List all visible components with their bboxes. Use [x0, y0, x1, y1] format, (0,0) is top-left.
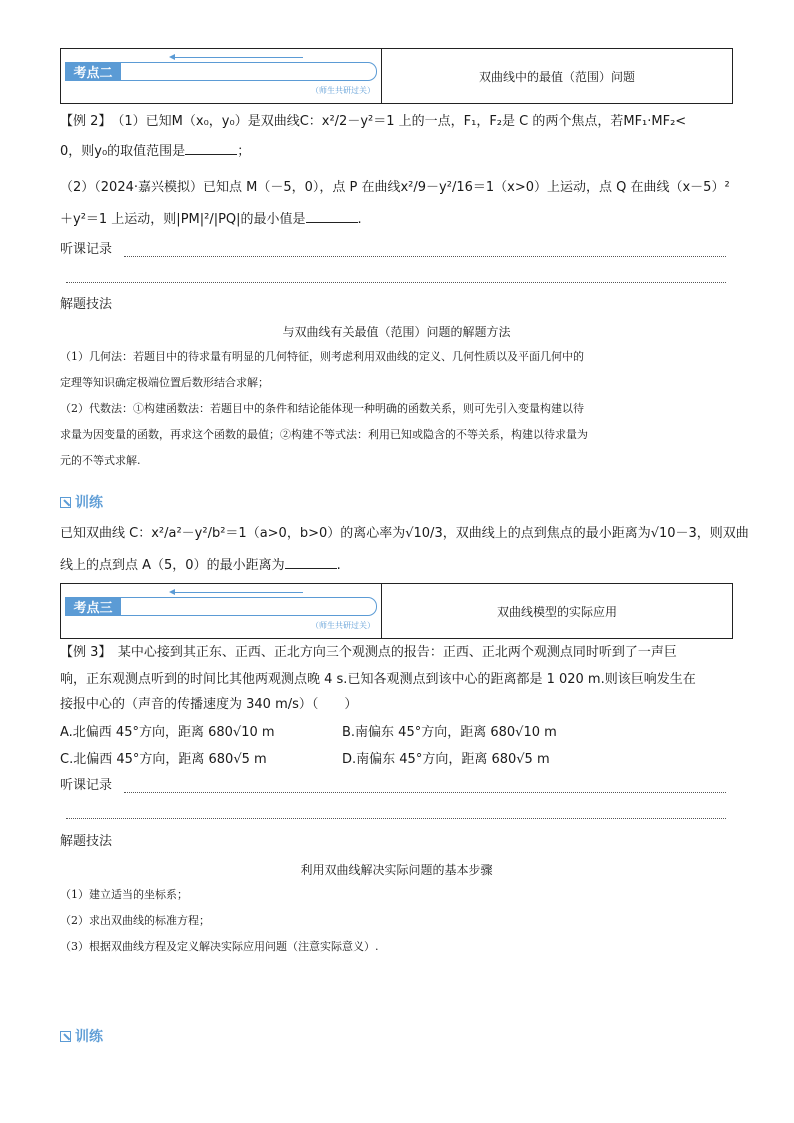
notes-label: 听课记录 [60, 778, 113, 793]
section-title: 双曲线中的最值（范围）问题 [478, 69, 635, 84]
method-list [60, 344, 588, 474]
section-tag: 考点二 [65, 62, 121, 81]
pencil-box-icon [60, 497, 71, 508]
section-band [121, 62, 377, 81]
method-item: （3）根据双曲线方程及定义解决实际应用问题（注意实际意义）. [60, 940, 379, 953]
example3-line2: 响，正东观测点听到的时间比其他两观测点晚 4 s.已知各观测点到该中心的距离都是 1 020 m.则该巨响发生在 [60, 672, 696, 687]
answer-blank [185, 142, 237, 155]
training1-line2-text: 线上的点到点 A（5，0）的最小距离为 [60, 558, 285, 573]
training-label: 训练 [75, 1029, 103, 1045]
example3-line3: 接报中心的（声音的传播速度为 340 m/s）（ ） [60, 697, 358, 712]
method-item: （1）几何法：若题目中的待求量有明显的几何特征，则考虑利用双曲线的定义、几何性质以及平面几何中的 [60, 350, 584, 363]
technique-label: 解题技法 [60, 834, 113, 849]
method-item: （1）建立适当的坐标系； [60, 888, 188, 901]
section-header-3 [60, 583, 733, 639]
section-band [121, 597, 377, 616]
arrow-line [173, 57, 303, 58]
notes-line [124, 256, 726, 257]
notes-line [66, 282, 726, 283]
example2-line3: （2）（2024·嘉兴模拟）已知点 M（－5，0），点 P 在曲线x²/9－y²/16＝1（x>0）上运动，点 Q 在曲线（x－5）² [60, 180, 730, 195]
training-heading [60, 492, 103, 512]
option-d: D.南偏东 45°方向，距离 680√5 m [342, 752, 550, 767]
method-title: 与双曲线有关最值（范围）问题的解题方法 [282, 325, 511, 339]
training1-line1: 已知双曲线 C：x²/a²－y²/b²＝1（a>0，b>0）的离心率为√10/3，双曲线上的点到焦点的最小距离为√10－3，则双曲 [60, 526, 749, 541]
section-header-2 [60, 48, 733, 104]
example2-line4-end: . [357, 212, 362, 227]
method-item: 求量为因变量的函数，再求这个函数的最值；②构建不等式法：利用已知或隐含的不等关系，构建以待求量为 [60, 428, 588, 441]
example2-line1: 【例 2】 （1）已知M（x₀，y₀）是双曲线C：x²/2－y²＝1 上的一点，F₁，F₂是 C 的两个焦点，若MF₁·MF₂< [60, 114, 687, 129]
section-note: （师生共研过关） [311, 621, 375, 630]
method-item: （2）代数法：①构建函数法：若题目中的条件和结论能体现一种明确的函数关系，则可先引入变量构建以待 [60, 402, 584, 415]
option-a: A.北偏西 45°方向，距离 680√10 m [60, 725, 275, 740]
section-tag-area [61, 49, 382, 103]
example2-line2-text: 0，则y₀的取值范围是 [60, 144, 186, 159]
example3-line1: 【例 3】 某中心接到其正东、正西、正北方向三个观测点的报告：正西、正北两个观测点同时听到了一声巨 [60, 645, 677, 660]
section-title: 双曲线模型的实际应用 [496, 604, 617, 619]
arrow-line [173, 592, 303, 593]
example2-line4 [60, 210, 362, 230]
example2-line4-text: ＋y²＝1 上运动，则|PM|²/|PQ|的最小值是 [60, 212, 306, 227]
technique-label: 解题技法 [60, 297, 113, 312]
notes-line [66, 818, 726, 819]
option-b: B.南偏东 45°方向，距离 680√10 m [342, 725, 557, 740]
notes-label: 听课记录 [60, 242, 113, 257]
training1-line2-end: . [336, 558, 341, 573]
training-heading [60, 1026, 103, 1046]
method-item: 定理等知识确定极端位置后数形结合求解； [60, 376, 269, 389]
example2-line2-end: ； [237, 144, 251, 159]
section-note: （师生共研过关） [311, 86, 375, 95]
example2-line2 [60, 142, 250, 162]
method-item: 元的不等式求解. [60, 454, 141, 467]
section-tag-area [61, 584, 382, 638]
pencil-box-icon [60, 1031, 71, 1042]
option-c: C.北偏西 45°方向，距离 680√5 m [60, 752, 267, 767]
method-list [60, 882, 379, 960]
training-label: 训练 [75, 495, 103, 511]
answer-blank [285, 556, 337, 569]
method-item: （2）求出双曲线的标准方程； [60, 914, 210, 927]
method-title: 利用双曲线解决实际问题的基本步骤 [300, 863, 493, 877]
section-tag: 考点三 [65, 597, 121, 616]
training1-line2 [60, 556, 341, 576]
answer-blank [306, 210, 358, 223]
notes-line [124, 792, 726, 793]
